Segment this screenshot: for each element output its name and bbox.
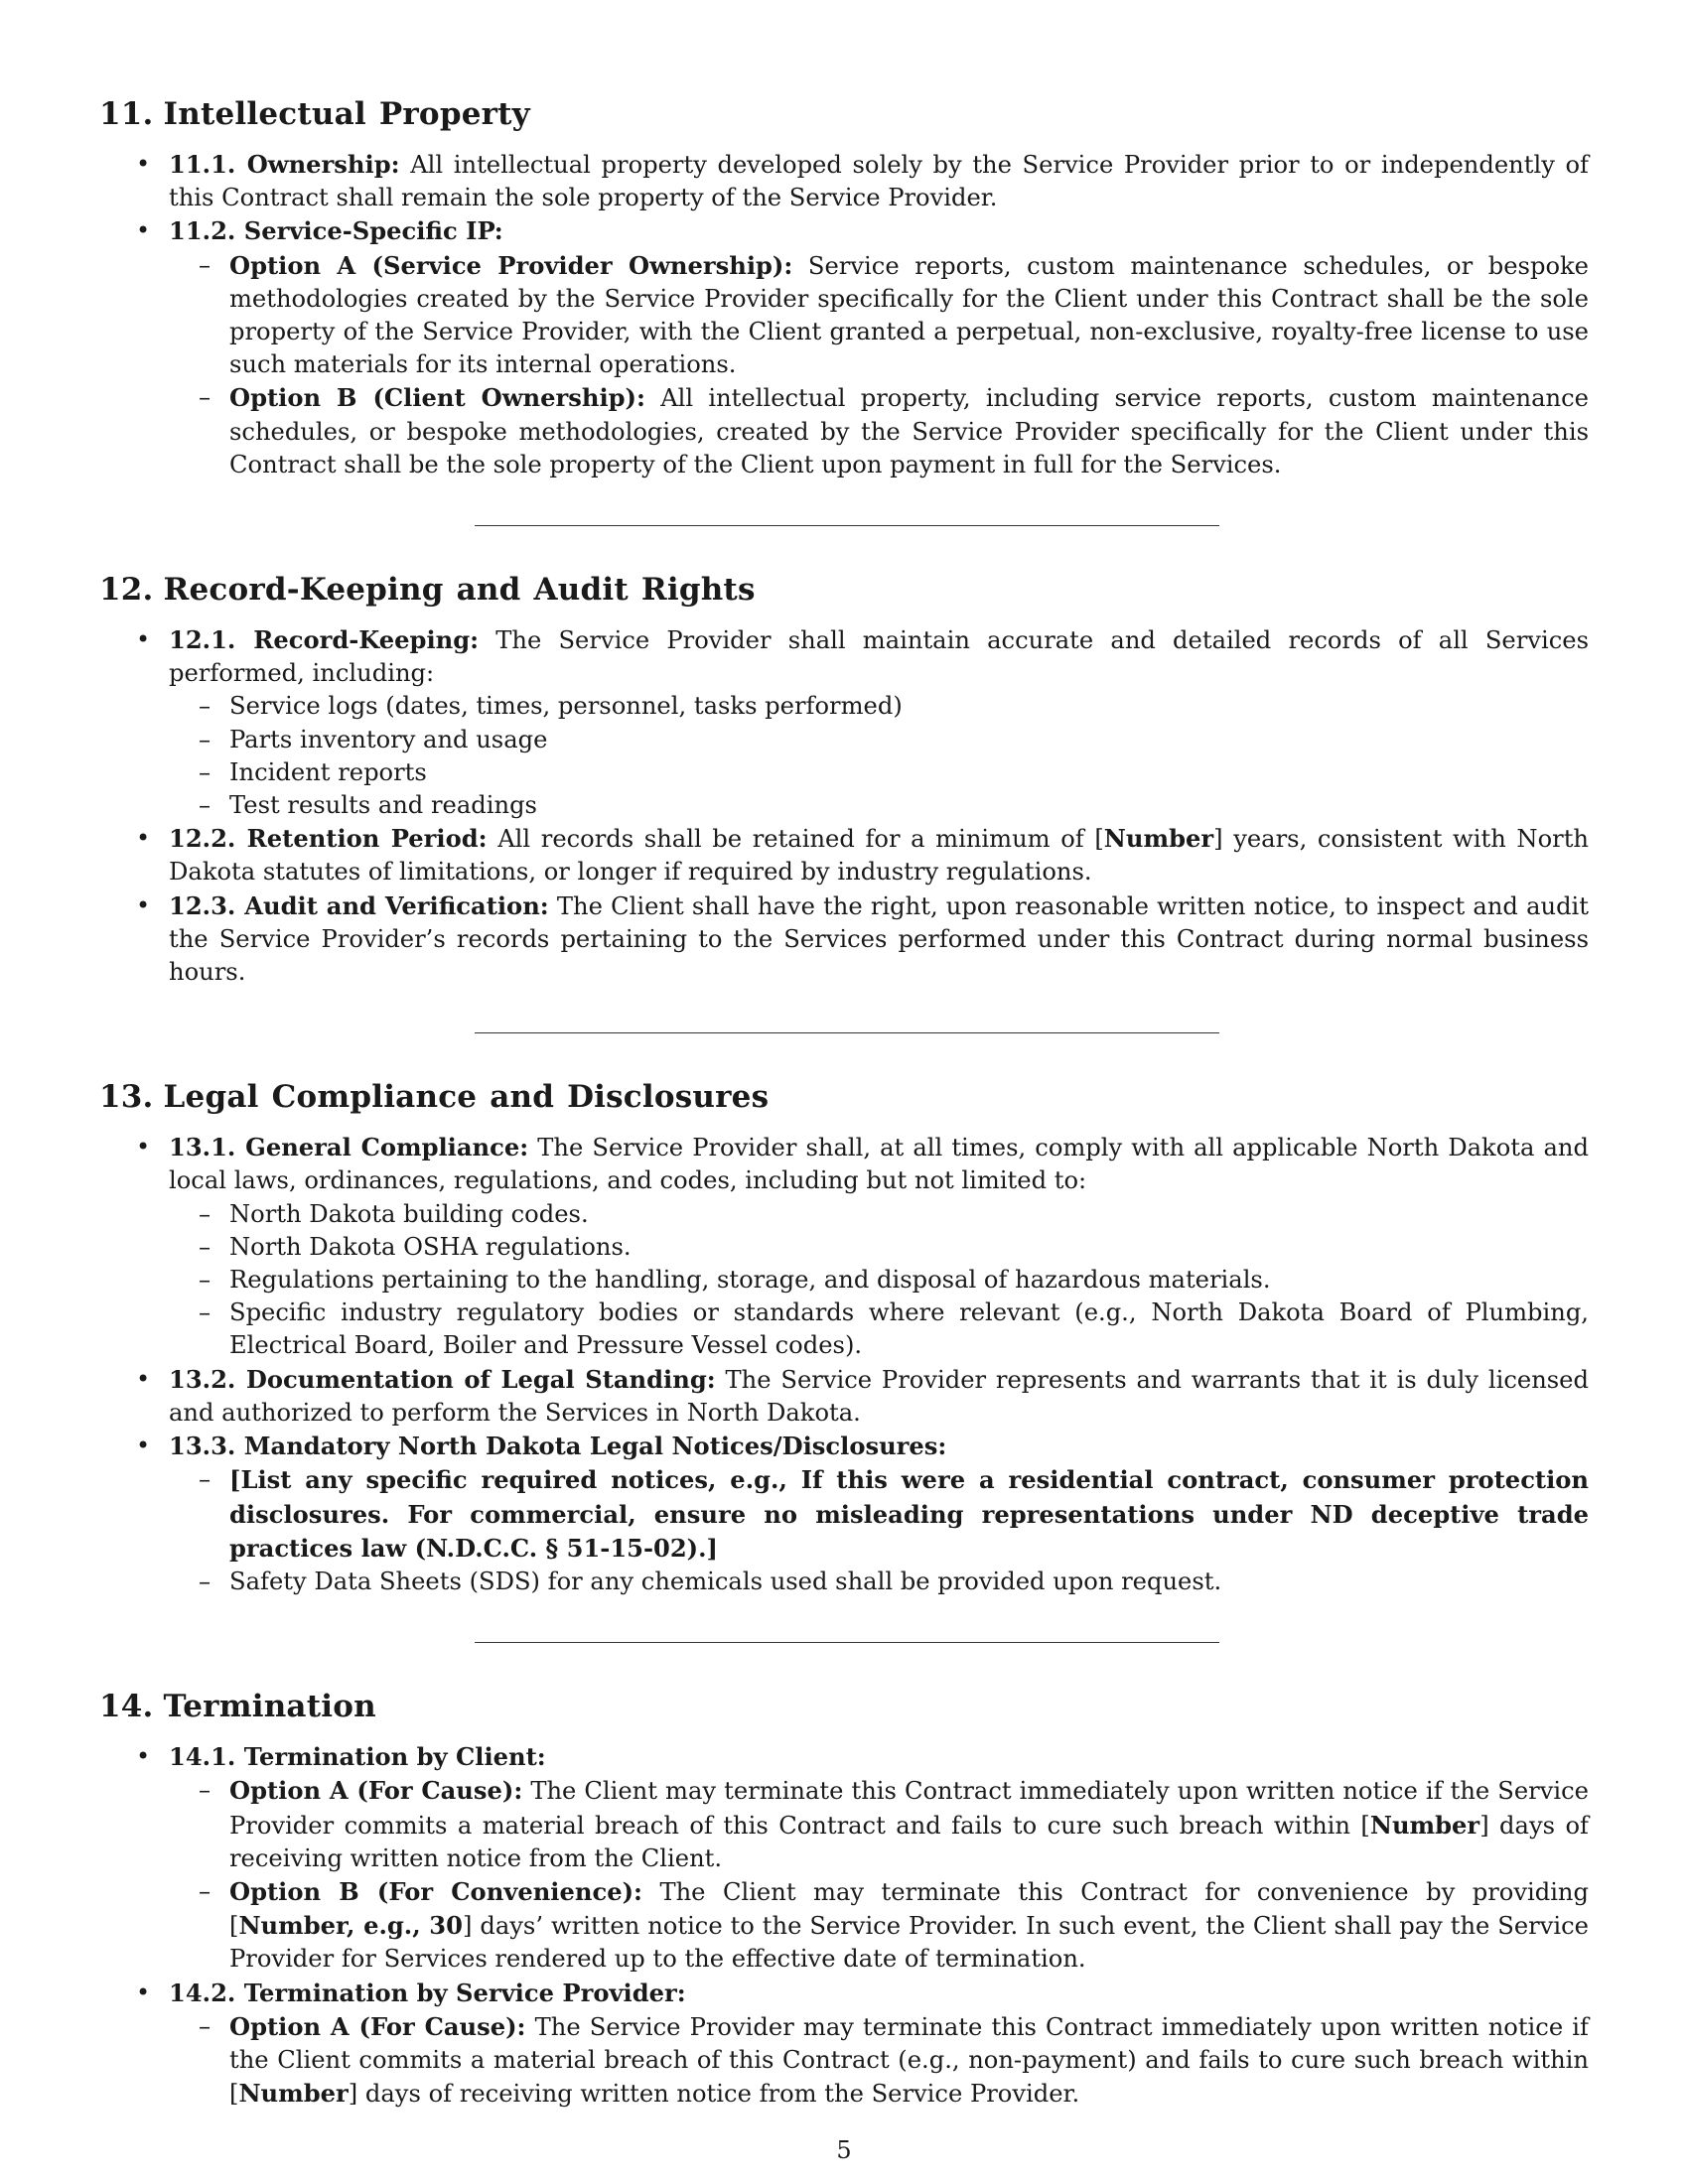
list-item: – Parts inventory and usage <box>169 724 1589 756</box>
placeholder-note: [List any specific required notices, e.g., If this were a residential contract, consumer protection disclosures. For commercial, ensure no misleading representations under ND deceptive trade practices law (N.D.C.C. § 51-15-02).] <box>229 1465 1589 1563</box>
list-item: – Test results and readings <box>169 789 1589 822</box>
clause-list <box>99 623 1589 989</box>
sub-clause-list <box>169 2010 1589 2112</box>
option-label: Option A (For Cause): <box>229 1776 523 1806</box>
clause-label: 14.2. Termination by Service Provider: <box>169 1978 686 2007</box>
placeholder-field: Number <box>1369 1810 1480 1840</box>
clause-text: All records shall be retained for a minimum of [Number] years, consistent with North Dakota statutes of limitations, or longer if required by industry regulations. <box>169 824 1589 887</box>
sub-clause-list <box>169 1198 1589 1363</box>
section-14 <box>99 1687 1589 2111</box>
clause-label: 12.2. Retention Period: <box>169 824 488 854</box>
clause-label: 11.2. Service-Specific IP: <box>169 216 503 246</box>
clause-label: 14.1. Termination by Client: <box>169 1742 546 1772</box>
clause-label: 13.2. Documentation of Legal Standing: <box>169 1364 716 1394</box>
clause-label: 13.1. General Compliance: <box>169 1133 529 1162</box>
clause-13-2 <box>99 1363 1589 1430</box>
clause-label: 12.3. Audit and Verification: <box>169 890 549 920</box>
section-heading: 12. Record-Keeping and Audit Rights <box>99 572 756 609</box>
clause-list <box>99 148 1589 481</box>
list-item: – Specific industry regulatory bodies or standards where relevant (e.g., North Dakota Board of Plumbing, Electrical Board, Boiler and Pressure Vessel codes). <box>169 1297 1589 1362</box>
page-number: 5 <box>836 2136 852 2164</box>
clause-13-1 <box>99 1131 1589 1362</box>
list-item: – North Dakota building codes. <box>169 1198 1589 1231</box>
option-a <box>169 2010 1589 2112</box>
option-text: The Client may terminate this Contract for convenience by providing [Number, e.g., 30] days’ written notice to the Service Provider. In such event, the Client shall pay the Service Provider for Services rendered up to the effective date of termination. <box>229 1877 1590 1974</box>
option-a <box>169 249 1589 382</box>
section-13 <box>99 1077 1589 1598</box>
list-item: – Service logs (dates, times, personnel, tasks performed) <box>169 690 1589 723</box>
clause-12-1 <box>99 623 1589 822</box>
clause-12-3 <box>99 889 1589 990</box>
option-b <box>169 1875 1589 1977</box>
section-divider <box>475 525 1219 526</box>
option-label: Option A (For Cause): <box>229 2011 526 2041</box>
document-page <box>99 94 1589 2111</box>
option-b <box>169 381 1589 481</box>
option-label: Option B (For Convenience): <box>229 1876 642 1906</box>
section-divider <box>475 1642 1219 1643</box>
clause-text: All intellectual property developed solely by the Service Provider prior to or independently of this Contract shall remain the sole property of the Service Provider. <box>169 151 1590 212</box>
list-item: – North Dakota OSHA regulations. <box>169 1231 1589 1264</box>
sub-clause-list <box>169 1463 1589 1598</box>
clause-text: The Client shall have the right, upon reasonable written notice, to inspect and audit the Service Provider’s records pertaining to the Services performed under this Contract during normal business hours. <box>169 891 1590 987</box>
clause-text: The Service Provider shall maintain accurate and detailed records of all Services performed, including: <box>169 626 1589 688</box>
section-heading: 14. Termination <box>99 1689 376 1725</box>
clause-11-1 <box>99 148 1589 214</box>
placeholder-field: Number <box>1103 824 1214 854</box>
option-text: Service reports, custom maintenance schedules, or bespoke methodologies created by the Service Provider specifically for the Client under this Contract shall be the sole property of the Service Provider, with the Client granted a perpetual, non-exclusive, royalty-free license to use such materials for its internal operations. <box>229 251 1589 379</box>
sub-clause-list <box>169 249 1589 481</box>
clause-list <box>99 1131 1589 1598</box>
clause-11-2 <box>99 214 1589 481</box>
clause-13-3 <box>99 1430 1589 1598</box>
list-item: – Safety Data Sheets (SDS) for any chemicals used shall be provided upon request. <box>169 1566 1589 1598</box>
clause-text: The Service Provider shall, at all times, comply with all applicable North Dakota and local laws, ordinances, regulations, and codes, including but not limited to: <box>169 1134 1589 1195</box>
clause-label: 13.3. Mandatory North Dakota Legal Notices/Disclosures: <box>169 1432 947 1461</box>
option-text: The Service Provider may terminate this Contract immediately upon written notice if the Client commits a material breach of this Contract (e.g., non-payment) and fails to cure such breach within [Number] days of receiving written notice from the Service Provider. <box>229 2012 1589 2109</box>
section-heading: 13. Legal Compliance and Disclosures <box>99 1079 770 1116</box>
clause-14-1 <box>99 1740 1589 1976</box>
clause-14-2 <box>99 1977 1589 2112</box>
clause-text: The Service Provider represents and warrants that it is duly licensed and authorized to perform the Services in North Dakota. <box>169 1365 1589 1427</box>
list-item: – Regulations pertaining to the handling, storage, and disposal of hazardous materials. <box>169 1264 1589 1297</box>
clause-label: 11.1. Ownership: <box>169 150 400 179</box>
option-label: Option B (Client Ownership): <box>229 383 645 413</box>
section-12 <box>99 570 1589 989</box>
section-11 <box>99 94 1589 481</box>
section-heading: 11. Intellectual Property <box>99 96 530 132</box>
option-label: Option A (Service Provider Ownership): <box>229 250 793 280</box>
option-text: The Client may terminate this Contract immediately upon written notice if the Service Provider commits a material breach of this Contract and fails to cure such breach within [Number] days of receiving written notice from the Client. <box>229 1777 1589 1872</box>
clause-label: 12.1. Record-Keeping: <box>169 625 480 655</box>
option-text: All intellectual property, including service reports, custom maintenance schedules, or bespoke methodologies, created by the Service Provider specifically for the Client under this Contract shall be the sole property of the Client upon payment in full for the Services. <box>229 384 1589 478</box>
placeholder-field: Number, e.g., 30 <box>238 1911 463 1941</box>
list-item: – Incident reports <box>169 756 1589 789</box>
option-a <box>169 1774 1589 1875</box>
placeholder-field: Number <box>238 2079 349 2109</box>
sub-clause-list <box>169 690 1589 822</box>
clause-list <box>99 1740 1589 2111</box>
sub-clause-list <box>169 1774 1589 1976</box>
list-item <box>169 1463 1589 1566</box>
section-divider <box>475 1032 1219 1033</box>
clause-12-2 <box>99 822 1589 888</box>
